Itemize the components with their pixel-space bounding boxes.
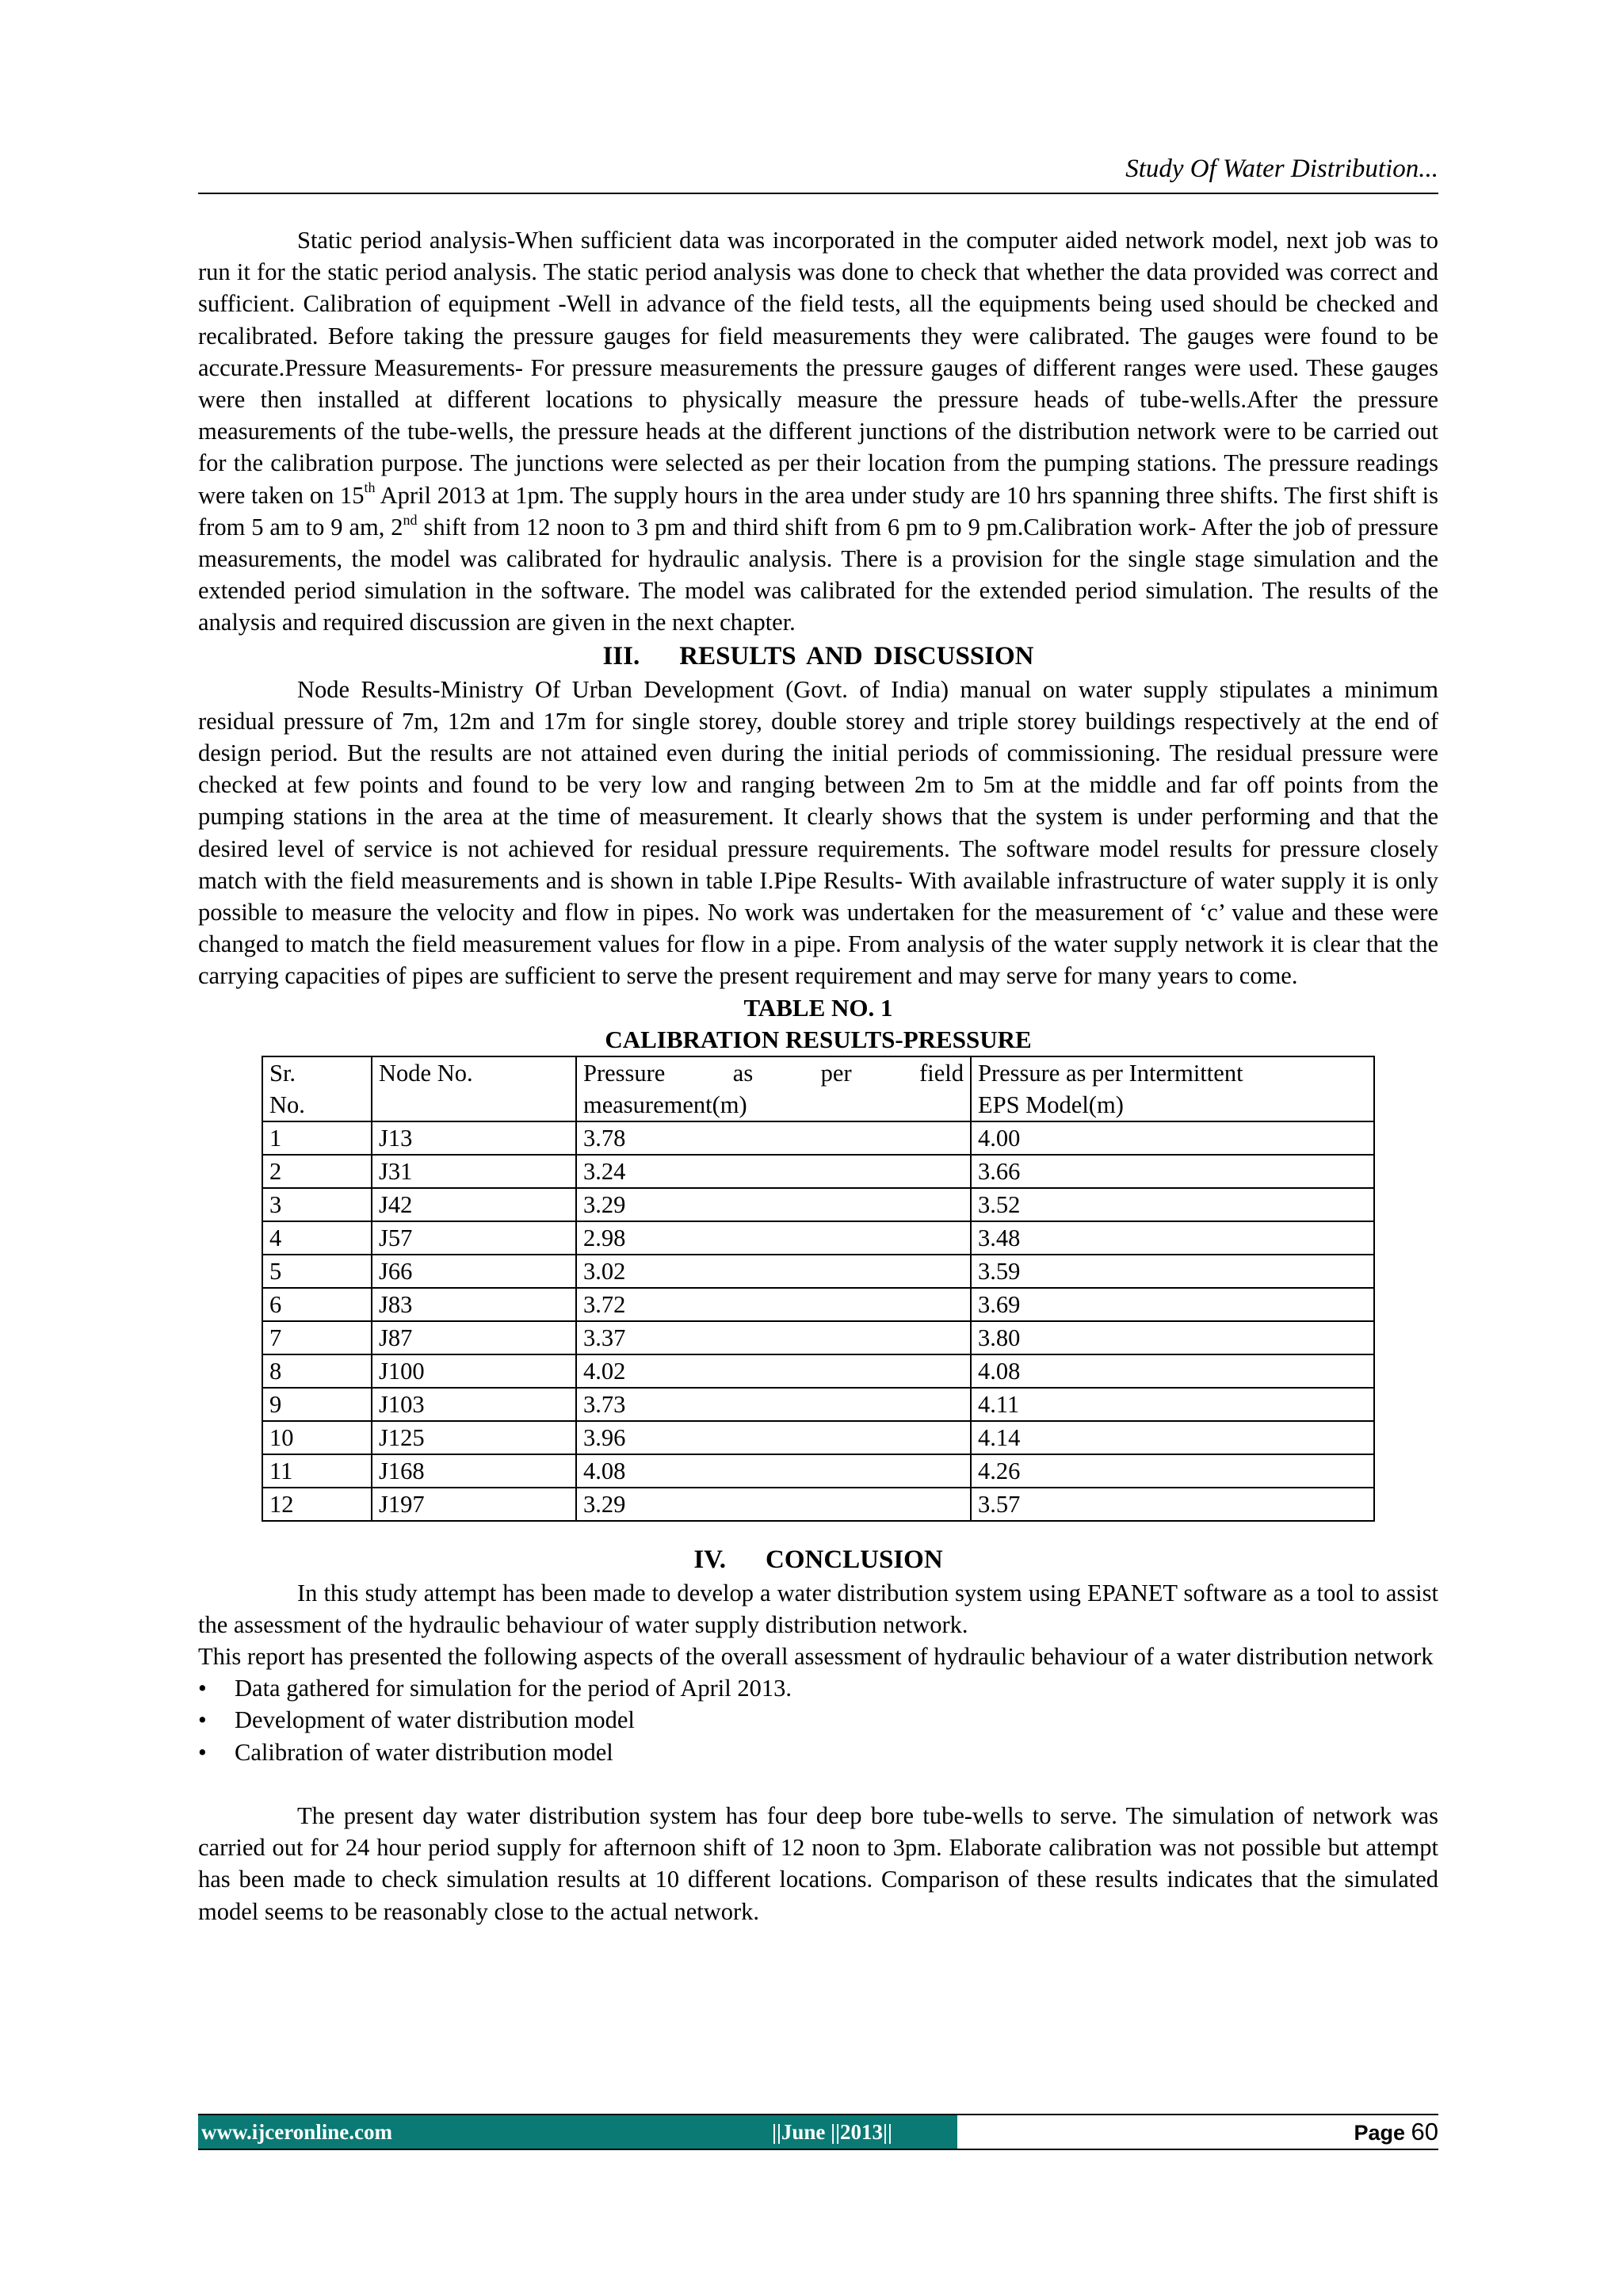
- cell-node: J83: [372, 1288, 576, 1321]
- cell-eps-pressure: 3.69: [971, 1288, 1374, 1321]
- cell-sr: 1: [262, 1121, 372, 1155]
- cell-eps-pressure: 4.14: [971, 1421, 1374, 1454]
- list-item: [198, 1672, 1438, 1704]
- header-justified-line: [583, 1057, 964, 1089]
- cell-sr: 2: [262, 1155, 372, 1188]
- cell-field-pressure: 3.29: [576, 1188, 971, 1221]
- page-footer: [198, 2114, 1438, 2150]
- cell-eps-pressure: 3.66: [971, 1155, 1374, 1188]
- cell-field-pressure: 3.96: [576, 1421, 971, 1454]
- paper-page: [198, 0, 1438, 2296]
- cell-eps-pressure: 3.48: [971, 1221, 1374, 1255]
- footer-url-link[interactable]: www.ijceronline.com: [201, 2119, 392, 2144]
- paragraph-final: The present day water distribution system has four deep bore tube-wells to serve. The simulation of network was carried out for 24 hour period supply for afternoon shift of 12 noon to 3pm. Elaborate calibration was not possible but attempt has been made to check simulation results at 10 different locations. Comparison of these results indicates that the simulated model seems to be reasonably close to the actual network.: [198, 1801, 1438, 1925]
- cell-sr: 12: [262, 1488, 372, 1521]
- cell-field-pressure: 4.02: [576, 1354, 971, 1388]
- list-item: [198, 1704, 1438, 1736]
- table-caption-title: CALIBRATION RESULTS-PRESSURE: [605, 1025, 1032, 1053]
- header-eps-pressure: [971, 1056, 1374, 1121]
- footer-date: ||June ||2013||: [772, 2119, 892, 2144]
- cell-eps-pressure: 4.11: [971, 1388, 1374, 1421]
- cell-sr: 9: [262, 1388, 372, 1421]
- section-heading-conclusion: [198, 1542, 1438, 1577]
- cell-eps-pressure: 3.59: [971, 1255, 1374, 1288]
- cell-node: J66: [372, 1255, 576, 1288]
- section-title: CONCLUSION: [765, 1545, 943, 1574]
- spacer: [198, 1522, 1438, 1542]
- header-word: per: [820, 1059, 852, 1087]
- cell-field-pressure: 3.73: [576, 1388, 971, 1421]
- paragraph-node-results: Node Results-Ministry Of Urban Development (Govt. of India) manual on water supply stipulates a minimum residual pressure of 7m, 12m and 17m for single storey, double storey and triple storey buildings respectively at the end of design period. But the results are not attained even during the initial periods of commissioning. The residual pressure were checked at few points and found to be very low and ranging between 2m to 5m at the middle and far off points from the pumping stations in the area at the time of measurement. It clearly shows that the system is under performing and that the desired level of service is not achieved for residual pressure requirements. The software model results for pressure closely match with the field measurements and is shown in table I.Pipe Results- With available infrastructure of water supply it is only possible to measure the velocity and flow in pipes. No work was undertaken for the measurement of ‘c’ value and these were changed to match the field measurement values for flow in a pipe. From analysis of the water supply network it is clear that the carrying capacities of pipes are sufficient to serve the present requirement and may serve for many years to come.: [198, 675, 1438, 990]
- cell-node: J57: [372, 1221, 576, 1255]
- cell-node: J168: [372, 1454, 576, 1488]
- header-text: EPS Model(m): [978, 1091, 1124, 1118]
- cell-eps-pressure: 4.08: [971, 1354, 1374, 1388]
- cell-sr: 4: [262, 1221, 372, 1255]
- table-row: [262, 1388, 1374, 1421]
- table-row: [262, 1354, 1374, 1388]
- list-item-text: Development of water distribution model: [235, 1706, 635, 1734]
- paragraph-text: shift from 12 noon to 3 pm and third shift from 6 pm to 9 pm.Calibration work- After the job of pressure measurements, the model was calibrated for hydraulic analysis. There is a provision for the single stage simulation and the extended period simulation in the software. The model was calibrated for the extended period simulation. The results of the analysis and required discussion are given in the next chapter.: [198, 513, 1439, 636]
- cell-sr: 10: [262, 1421, 372, 1454]
- paragraph-static-analysis: [198, 224, 1438, 639]
- cell-node: J100: [372, 1354, 576, 1388]
- aspects-list: [198, 1672, 1438, 1768]
- cell-node: J13: [372, 1121, 576, 1155]
- page-label: Page: [1354, 2121, 1405, 2145]
- list-item-text: Calibration of water distribution model: [235, 1738, 613, 1766]
- section-number: III.: [602, 641, 640, 670]
- cell-sr: 7: [262, 1321, 372, 1354]
- cell-eps-pressure: 3.80: [971, 1321, 1374, 1354]
- bullet-icon: •: [198, 1706, 207, 1734]
- superscript: nd: [403, 511, 418, 528]
- cell-field-pressure: 3.02: [576, 1255, 971, 1288]
- table-row: [262, 1321, 1374, 1354]
- cell-sr: 11: [262, 1454, 372, 1488]
- footer-page-number: [957, 2118, 1438, 2146]
- table-row: [262, 1421, 1374, 1454]
- bullet-icon: •: [198, 1675, 207, 1702]
- cell-node: J103: [372, 1388, 576, 1421]
- header-rule: [198, 193, 1438, 194]
- paragraph-conclusion-intro: In this study attempt has been made to develop a water distribution system using EPANET software as a tool to assist the assessment of the hydraulic behaviour of water supply distribution network.: [198, 1579, 1438, 1638]
- header-word: field: [919, 1059, 964, 1087]
- footer-band: [198, 2115, 957, 2149]
- cell-node: J87: [372, 1321, 576, 1354]
- header-field-pressure: [576, 1056, 971, 1121]
- paragraph-text: April 2013 at 1pm. The supply hours in the area under study are 10 hrs spanning three shifts. The first shift is from 5 am to 9 am, 2: [198, 481, 1438, 541]
- paragraph-report-aspects: This report has presented the following aspects of the overall assessment of hydraulic behaviour of a water distribution network: [198, 1643, 1434, 1671]
- header-word: as: [732, 1059, 754, 1087]
- cell-node: J125: [372, 1421, 576, 1454]
- page-number: 60: [1411, 2118, 1438, 2145]
- table-row: [262, 1454, 1374, 1488]
- section-title: RESULTS AND DISCUSSION: [679, 641, 1034, 670]
- cell-node: J31: [372, 1155, 576, 1188]
- cell-eps-pressure: 4.26: [971, 1454, 1374, 1488]
- cell-sr: 8: [262, 1354, 372, 1388]
- cell-sr: 3: [262, 1188, 372, 1221]
- list-item-text: Data gathered for simulation for the period of April 2013.: [235, 1675, 792, 1702]
- cell-sr: 6: [262, 1288, 372, 1321]
- header-text: Pressure as per Intermittent: [978, 1059, 1243, 1087]
- superscript: th: [364, 479, 376, 496]
- paragraph-text: Static period analysis-When sufficient data was incorporated in the computer aided network model, next job was to run it for the static period analysis. The static period analysis was done to check that whether the data provided was correct and sufficient. Calibration of equipment -Well in advance of the field tests, all the equipments being used should be checked and recalibrated. Before taking the pressure gauges for field measurements they were calibrated. The gauges were found to be accurate.Pressure Measurements- For pressure measurements the pressure gauges of different ranges were used. These gauges were then installed at different locations to physically measure the pressure heads of tube-wells.After the pressure measurements of the tube-wells, the pressure heads at the different junctions of the distribution network were to be carried out for the calibration purpose. The junctions were selected as per their location from the pumping stations. The pressure readings were taken on 15: [198, 227, 1438, 509]
- list-item: [198, 1736, 1438, 1768]
- spacer: [198, 1768, 1438, 1800]
- cell-node: J42: [372, 1188, 576, 1221]
- cell-field-pressure: 3.29: [576, 1488, 971, 1521]
- cell-node: J197: [372, 1488, 576, 1521]
- table-row: [262, 1221, 1374, 1255]
- table-row: [262, 1155, 1374, 1188]
- header-word: Pressure: [583, 1059, 666, 1087]
- cell-field-pressure: 3.24: [576, 1155, 971, 1188]
- cell-field-pressure: 4.08: [576, 1454, 971, 1488]
- running-header: Study Of Water Distribution...: [1125, 155, 1438, 183]
- table-row: [262, 1288, 1374, 1321]
- table-row: [262, 1488, 1374, 1521]
- header-text: measurement(m): [583, 1091, 747, 1118]
- cell-field-pressure: 3.72: [576, 1288, 971, 1321]
- cell-field-pressure: 3.78: [576, 1121, 971, 1155]
- section-number: IV.: [693, 1545, 726, 1574]
- calibration-results-table: [262, 1056, 1375, 1522]
- page-body: [198, 224, 1438, 1927]
- cell-eps-pressure: 4.00: [971, 1121, 1374, 1155]
- header-text: Sr.: [269, 1059, 296, 1087]
- table-header-row: [262, 1056, 1374, 1121]
- cell-sr: 5: [262, 1255, 372, 1288]
- table-row: [262, 1255, 1374, 1288]
- cell-eps-pressure: 3.52: [971, 1188, 1374, 1221]
- section-heading-results: [198, 639, 1438, 674]
- header-sr-no: [262, 1056, 372, 1121]
- header-node-no: Node No.: [372, 1056, 576, 1121]
- table-caption-number: TABLE NO. 1: [743, 993, 893, 1022]
- cell-field-pressure: 3.37: [576, 1321, 971, 1354]
- table-row: [262, 1121, 1374, 1155]
- bullet-icon: •: [198, 1738, 207, 1766]
- table-row: [262, 1188, 1374, 1221]
- cell-field-pressure: 2.98: [576, 1221, 971, 1255]
- cell-eps-pressure: 3.57: [971, 1488, 1374, 1521]
- header-text: No.: [269, 1091, 305, 1118]
